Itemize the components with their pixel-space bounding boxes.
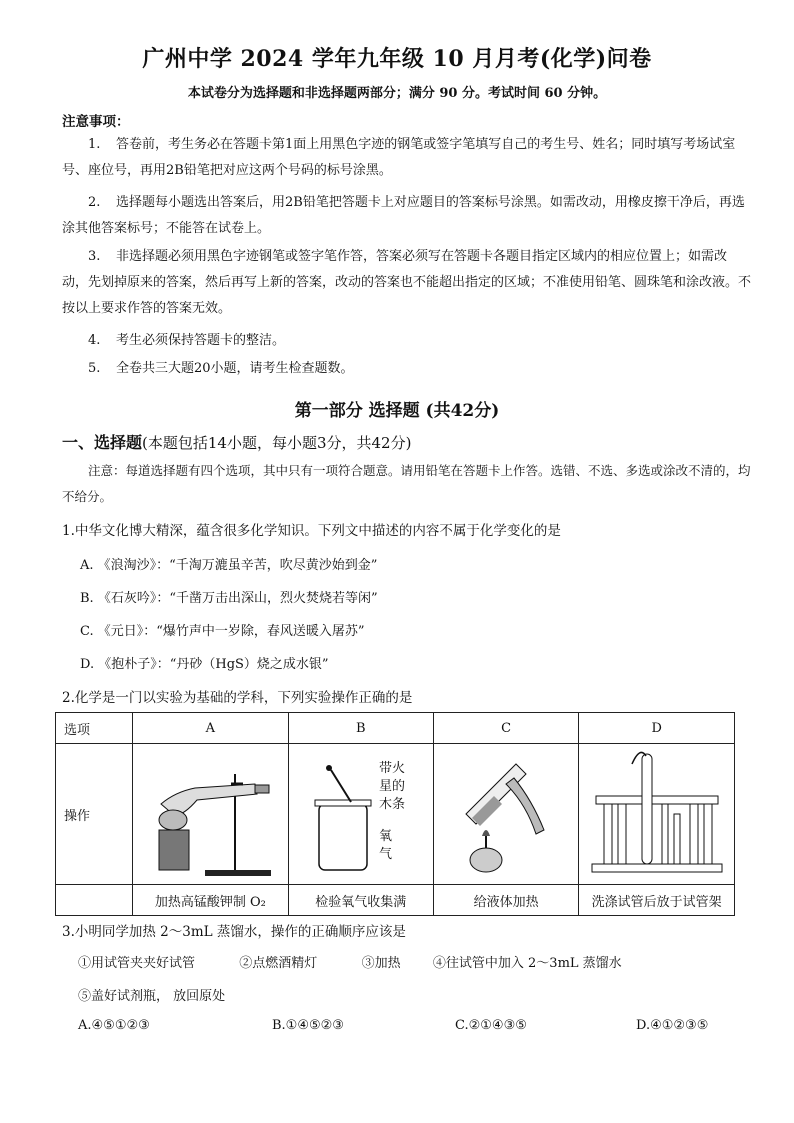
question-3-stem: 3.小明同学加热 2～3mL 蒸馏水，操作的正确顺序应该是 [62,924,406,940]
stick-label-3: 木条 [378,797,405,812]
q3-choice-a: A.④⑤①②③ [78,1018,150,1033]
note-item [62,190,752,242]
row-operation-label: 操作 [56,744,133,885]
gas-label-1: 氧 [378,829,392,844]
part-heading: 第一部分 选择题 (共42分) [294,401,500,421]
attention-text: 注意：每道选择题有四个选项，其中只有一项符合题意。请用铅笔在答题卡上作答。选错、不选、多选或涂改不清的，均不给分。 [62,463,751,504]
stick-label-2: 星的 [378,779,405,794]
q3-step-5: ⑤盖好试剂瓶， 放回原处 [78,989,226,1004]
q1-option-d: D. 《抱朴子》：“丹砂（HgS）烧之成水银” [80,657,329,672]
column-a-label: A [133,713,289,744]
q2-operations-table [55,712,735,916]
q3-step-3: ③加热 [361,956,401,971]
note-item [62,244,752,322]
page-subtitle: 本试卷分为选择题和非选择题两部分；满分 90 分。考试时间 60 分钟。 [187,86,607,101]
note-number: 2. [88,195,101,210]
column-b-label: B [288,713,433,744]
question-1-stem: 1.中华文化博大精深，蕴含很多化学知识。下列文中描述的内容不属于化学变化的是 [62,523,561,539]
note-text: 选择题每小题选出答案后，用2B铅笔把答题卡上对应题目的答案标号涂黑。如需改动，用橡皮擦干净后，再选涂其他答案标号；不能答在试卷上。 [62,195,745,236]
figure-b-gas-check [288,744,433,885]
note-text: 全卷共三大题20小题，请考生检查题数。 [116,361,354,376]
caption-d: 洗涤试管后放于试管架 [579,885,735,916]
stick-label-1: 带火 [378,761,405,776]
q3-steps-row-1 [78,952,622,971]
figure-a-heating-apparatus [133,744,289,885]
section-info: (本题包括14小题，每小题3分，共42分) [142,434,412,452]
figure-c-liquid-heating [433,744,578,885]
note-number: 3. [88,249,101,264]
q3-step-1: ①用试管夹夹好试管 [78,956,196,971]
notes-heading: 注意事项： [62,114,130,130]
note-number: 4. [88,333,101,348]
section-title: 一、选择题 [62,433,143,452]
caption-c: 给液体加热 [433,885,578,916]
note-item [62,356,752,382]
caption-a: 加热高锰酸钾制 O₂ [133,885,289,916]
note-number: 1. [88,137,101,152]
q3-step-4: ④往试管中加入 2～3mL 蒸馏水 [432,956,622,971]
note-item [62,132,752,184]
question-2-stem: 2.化学是一门以实验为基础的学科，下列实验操作正确的是 [62,690,413,706]
q3-choice-c: C.②①④③⑤ [455,1018,527,1033]
q3-choice-d: D.④①②③⑤ [636,1018,709,1033]
table-header-label: 选项 [56,713,133,744]
page-title: 广州中学 2024 学年九年级 10 月月考(化学)问卷 [142,46,652,72]
note-text: 非选择题必须用黑色字迹钢笔或签字笔作答，答案必须写在答题卡各题目指定区域内的相应位置上；如需改动，先划掉原来的答案，然后再写上新的答案，改动的答案也不能超出指定的区域；不准使用铅笔、圆珠笔和涂改液。不按以上要求作答的答案无效。 [62,249,752,316]
q3-choice-b: B.①④⑤②③ [272,1018,344,1033]
q3-step-2: ②点燃酒精灯 [239,956,318,971]
note-item [62,328,752,354]
section-heading [62,430,411,453]
note-number: 5. [88,361,101,376]
gas-label-2: 气 [378,847,392,862]
note-text: 答卷前，考生务必在答题卡第1面上用黑色字迹的钢笔或签字笔填写自己的考生号、姓名；同时填写考场试室号、座位号，再用2B铅笔把对应这两个号码的标号涂黑。 [62,137,736,178]
q1-option-a: A. 《浪淘沙》：“千淘万漉虽辛苦，吹尽黄沙始到金” [80,558,378,573]
q1-option-c: C. 《元日》：“爆竹声中一岁除，春风送暖入屠苏” [80,624,365,639]
figure-d-tube-rack [579,744,735,885]
column-c-label: C [433,713,578,744]
note-text: 考生必须保持答题卡的整洁。 [116,333,286,348]
caption-row-spacer [56,885,133,916]
column-d-label: D [579,713,735,744]
caption-b: 检验氧气收集满 [288,885,433,916]
q1-option-b: B. 《石灰吟》：“千凿万击出深山，烈火焚烧若等闲” [80,591,378,606]
